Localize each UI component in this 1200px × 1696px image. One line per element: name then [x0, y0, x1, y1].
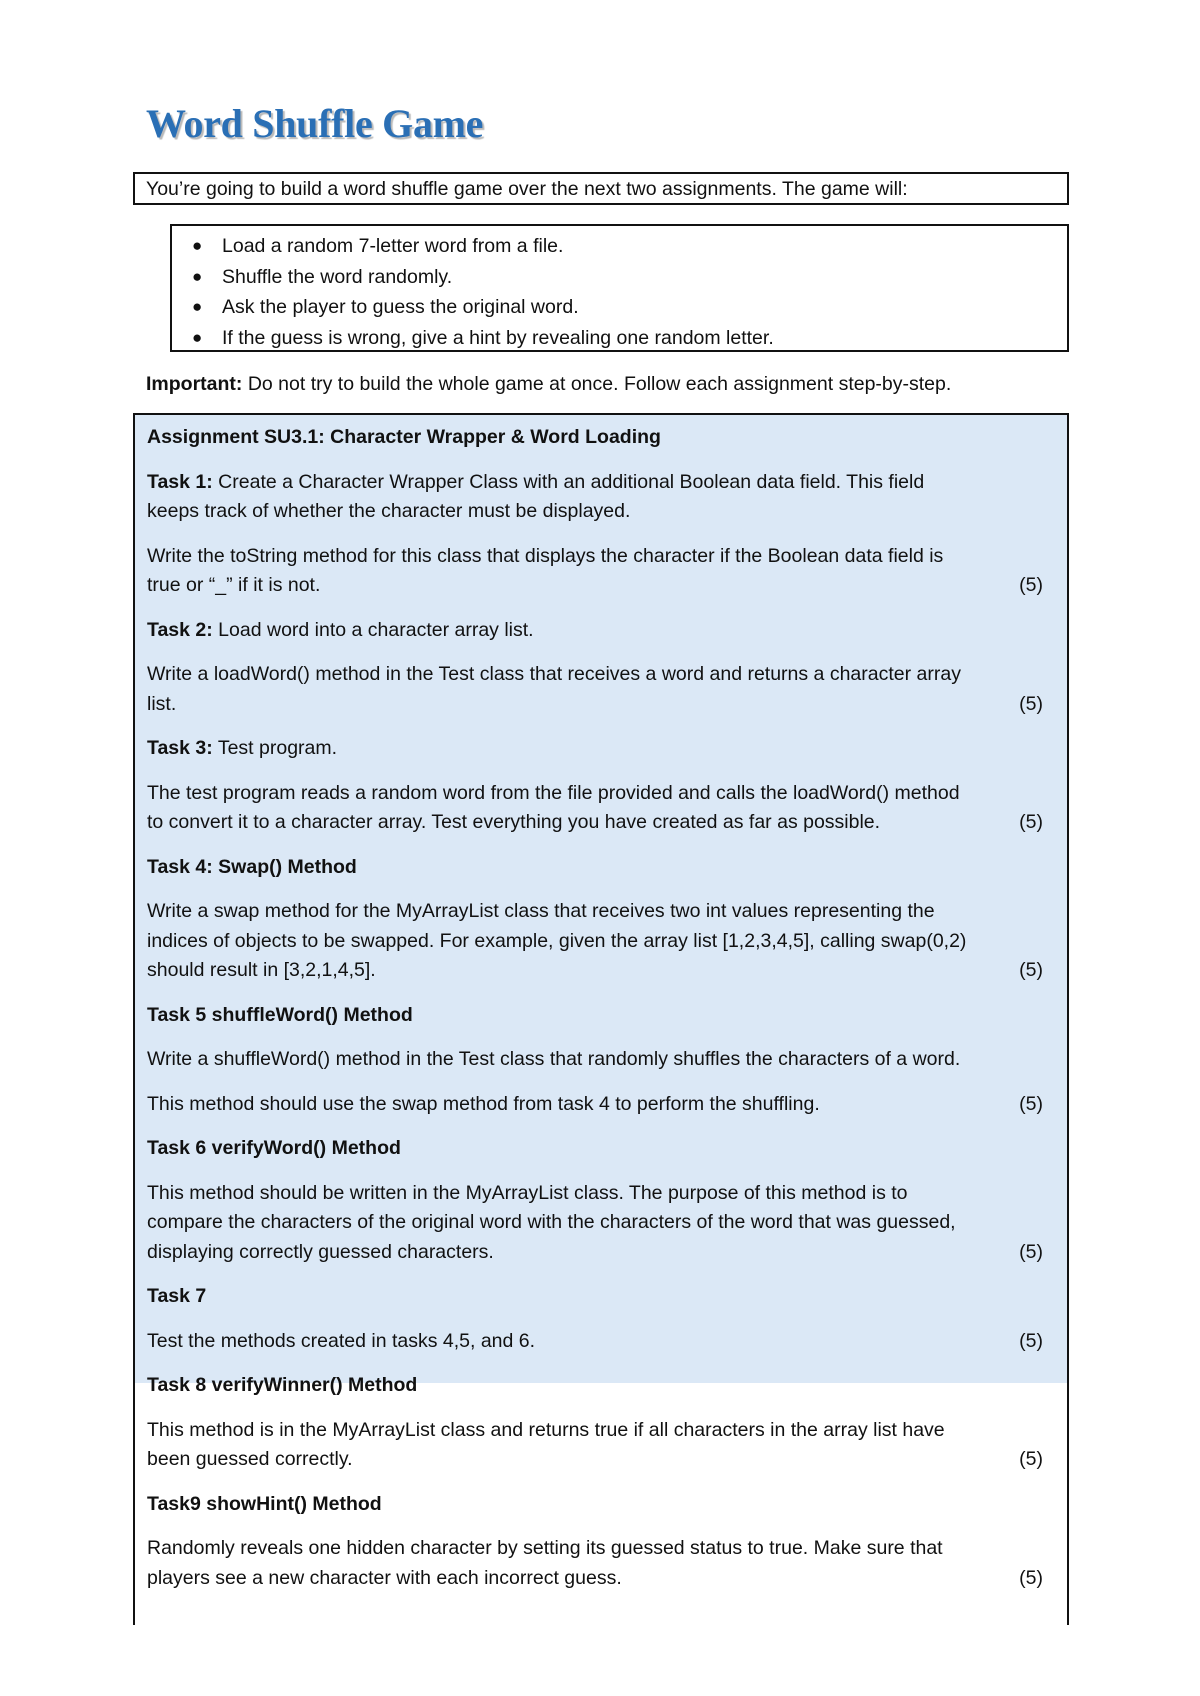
bullet-icon: ●: [192, 266, 203, 286]
task-1-tostring-text-end: true or “_” if it is not. (5): [147, 571, 1057, 601]
task-2-heading: Task 2: Load word into a character array list.: [147, 618, 534, 641]
assignment-title: Assignment SU3.1: Character Wrapper & Word Loading: [147, 426, 661, 448]
task-5-marks: (5): [1019, 1092, 1043, 1115]
task-3-text: The test program reads a random word from the file provided and calls the loadWord() method: [147, 781, 960, 804]
task-1-heading: Task 1: Create a Character Wrapper Class with an additional Boolean data field. This field: [147, 470, 925, 493]
task-8-marks: (5): [1019, 1448, 1043, 1470]
task-6-text: This method should be written in the MyArrayList class. The purpose of this method is to: [147, 1181, 908, 1204]
task-2-text: Write a loadWord() method in the Test class that receives a word and returns a character array: [147, 663, 961, 685]
list-item: ● Shuffle the word randomly.: [186, 262, 1057, 293]
intro-box: [133, 172, 1069, 205]
intro-text: You’re going to build a word shuffle game over the next two assignments. The game will:: [146, 178, 908, 200]
bullet-icon: ●: [192, 297, 203, 316]
task-1-marks: (5): [1019, 574, 1043, 596]
task-2-text-end: list. (5): [147, 690, 1057, 720]
task-4-marks: (5): [1019, 959, 1043, 981]
task-6-text: compare the characters of the original word with the characters of the word that was guessed,: [147, 1211, 956, 1233]
task-9-text-end: players see a new character with each incorrect guess. (5): [147, 1564, 1057, 1594]
feature-list-box: [170, 224, 1069, 352]
task-4-text-end: should result in [3,2,1,4,5]. (5): [147, 956, 1057, 986]
task-6-heading: Task 6 verifyWord() Method: [147, 1137, 401, 1159]
task-9-heading: Task9 showHint() Method: [147, 1492, 382, 1515]
page-title: Word Shuffle Game: [146, 101, 484, 146]
task-6-marks: (5): [1019, 1240, 1043, 1263]
task-4-text: Write a swap method for the MyArrayList class that receives two int values representing the: [147, 900, 935, 922]
task-7-marks: (5): [1019, 1329, 1043, 1352]
task-8-heading: Task 8 verifyWinner() Method: [147, 1374, 418, 1396]
list-item: ● Load a random 7-letter word from a file.: [186, 231, 1057, 262]
task-7-heading: Task 7: [147, 1285, 207, 1307]
assignment-table: [133, 413, 1069, 1625]
task-2-marks: (5): [1019, 692, 1043, 715]
task-8-text-end: been guessed correctly. (5): [147, 1445, 1057, 1475]
bullet-icon: ●: [192, 236, 203, 255]
important-note: [146, 371, 951, 397]
task-7-text: Test the methods created in tasks 4,5, and 6. (5): [147, 1327, 1057, 1357]
task-4-text: indices of objects to be swapped. For example, given the array list [1,2,3,4,5], calling swap(0,2): [147, 929, 967, 952]
list-item: ● Ask the player to guess the original word.: [186, 292, 1057, 323]
important-label: Important:: [146, 373, 243, 395]
task-8-text: This method is in the MyArrayList class and returns true if all characters in the array list have: [147, 1418, 945, 1441]
task-9-marks: (5): [1019, 1566, 1043, 1589]
important-text: Do not try to build the whole game at once. Follow each assignment step-by-step.: [242, 373, 952, 395]
task-3-text-end: to convert it to a character array. Test everything you have created as far as possible. (5): [147, 808, 1057, 838]
task-4-heading: Task 4: Swap() Method: [147, 855, 357, 878]
task-6-text-end: displaying correctly guessed characters. (5): [147, 1238, 1057, 1268]
task-5-heading: Task 5 shuffleWord() Method: [147, 1003, 413, 1026]
task-1-text: keeps track of whether the character must be displayed.: [147, 500, 631, 522]
assignment-content: [147, 423, 1057, 1593]
list-item: ● If the guess is wrong, give a hint by revealing one random letter.: [186, 323, 1057, 354]
task-3-marks: (5): [1019, 811, 1043, 833]
task-3-heading: Task 3: Test program.: [147, 737, 338, 759]
bullet-icon: ●: [192, 327, 203, 347]
task-5-text-end: This method should use the swap method from task 4 to perform the shuffling. (5): [147, 1090, 1057, 1120]
feature-list: [186, 231, 1057, 353]
task-5-text: Write a shuffleWord() method in the Test class that randomly shuffles the characters of a word.: [147, 1048, 961, 1070]
task-9-text: Randomly reveals one hidden character by setting its guessed status to true. Make sure that: [147, 1537, 943, 1559]
task-1-tostring-text: Write the toString method for this class that displays the character if the Boolean data field is: [147, 544, 944, 567]
